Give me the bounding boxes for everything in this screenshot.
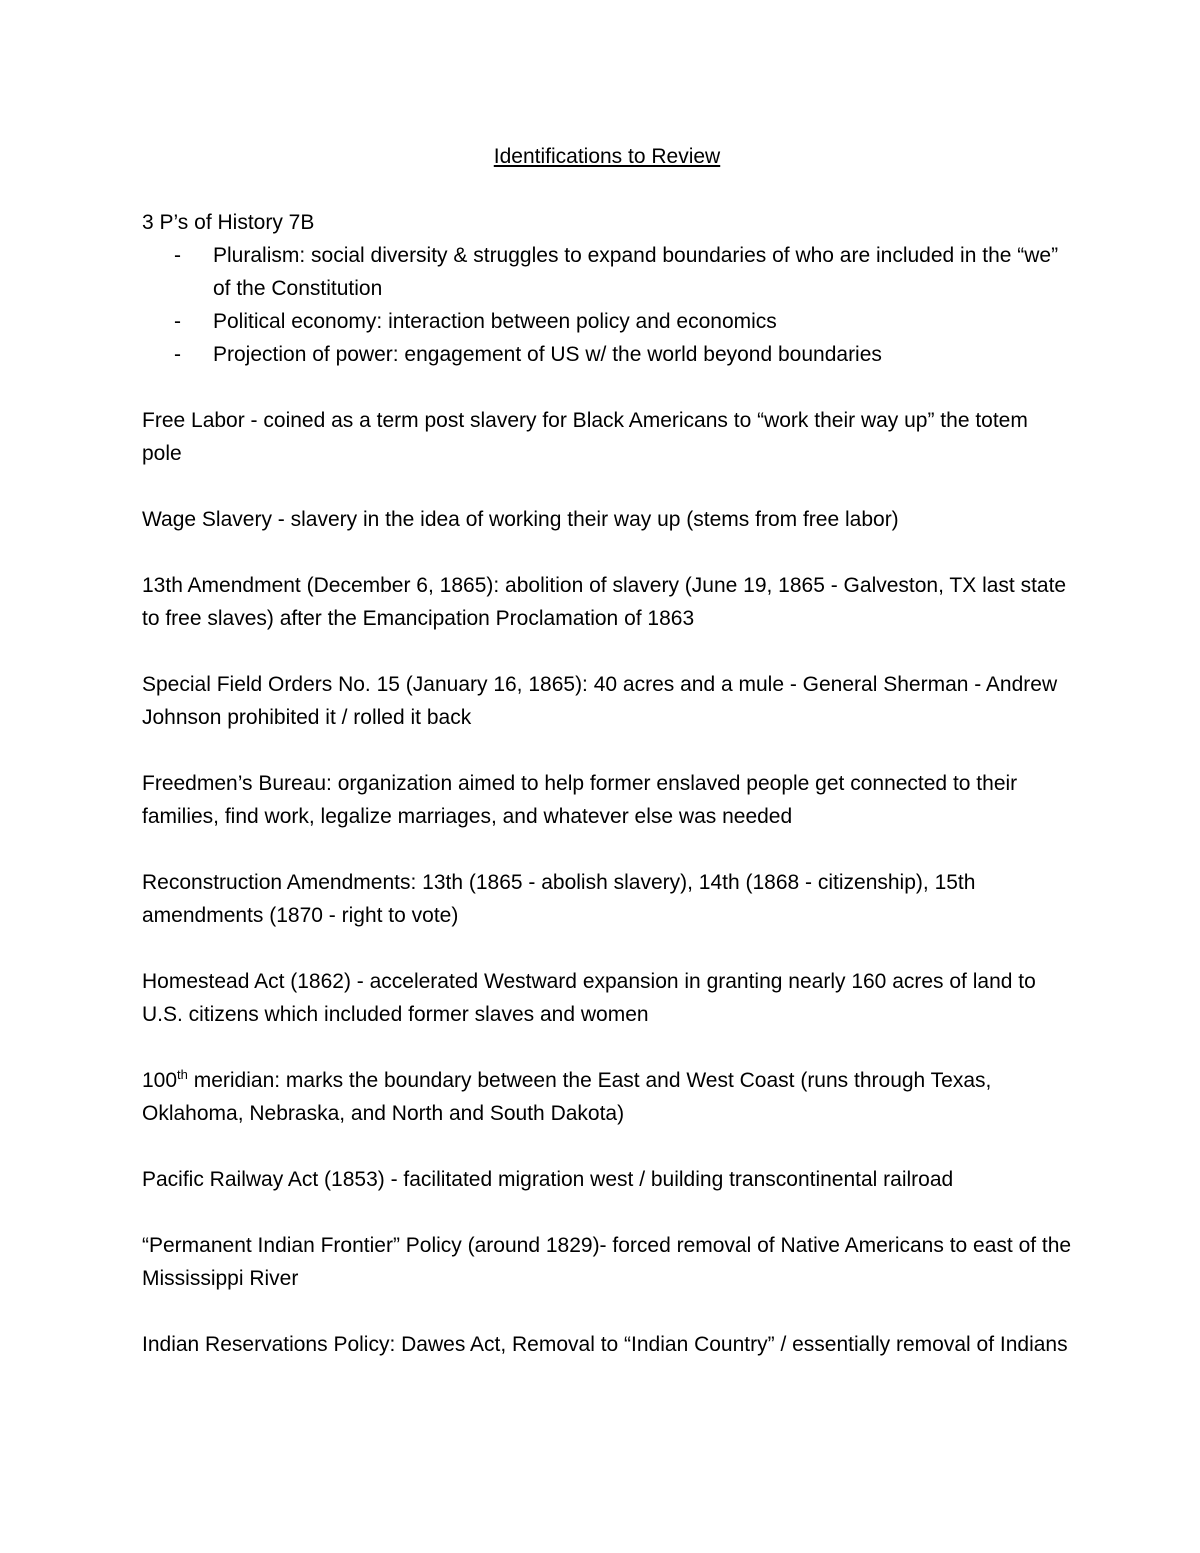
list-item <box>142 338 1072 371</box>
entry-13th-amendment: 13th Amendment (December 6, 1865): abolition of slavery (June 19, 1865 - Galveston, TX last state to free slaves) after the Emancipation Proclamation of 1863 <box>142 574 1067 630</box>
meridian-number: 100 <box>142 1069 178 1092</box>
entry-indian-reservations-policy: Indian Reservations Policy: Dawes Act, Removal to “Indian Country” / essentially removal of Indians <box>142 1333 1068 1356</box>
entry-permanent-indian-frontier: “Permanent Indian Frontier” Policy (around 1829)- forced removal of Native Americans to east of the Mississippi River <box>142 1234 1072 1290</box>
list-item-text: Pluralism: social diversity & struggles to expand boundaries of who are included in the “we” of the Constitution <box>213 244 1059 300</box>
entry-freedmens-bureau: Freedmen’s Bureau: organization aimed to help former enslaved people get connected to their families, find work, legalize marriages, and whatever else was needed <box>142 772 1018 828</box>
dash-bullet: - <box>174 244 181 267</box>
three-ps-list <box>142 239 1072 371</box>
meridian-suffix: th <box>177 1067 188 1082</box>
entry-pacific-railway-act: Pacific Railway Act (1853) - facilitated migration west / building transcontinental railroad <box>142 1168 954 1191</box>
meridian-text: meridian: marks the boundary between the East and West Coast (runs through Texas, Oklahoma, Nebraska, and North and South Dakota) <box>142 1069 992 1125</box>
entry-reconstruction-amendments: Reconstruction Amendments: 13th (1865 - abolish slavery), 14th (1868 - citizenship), 15th amendments (1870 - right to vote) <box>142 871 976 927</box>
entry-wage-slavery: Wage Slavery - slavery in the idea of working their way up (stems from free labor) <box>142 508 899 531</box>
list-item-text: Political economy: interaction between policy and economics <box>213 310 777 333</box>
document-page <box>142 140 1072 1394</box>
document-title: Identifications to Review <box>493 145 721 168</box>
list-item-text: Projection of power: engagement of US w/ the world beyond boundaries <box>213 343 882 366</box>
entry-100th-meridian <box>142 1064 1072 1130</box>
entry-free-labor: Free Labor - coined as a term post slavery for Black Americans to “work their way up” the totem pole <box>142 409 1028 465</box>
intro-line: 3 P’s of History 7B <box>142 211 315 234</box>
list-item <box>142 305 1072 338</box>
entry-homestead-act: Homestead Act (1862) - accelerated Westward expansion in granting nearly 160 acres of land to U.S. citizens which included former slaves and women <box>142 970 1036 1026</box>
dash-bullet: - <box>174 310 181 333</box>
list-item <box>142 239 1072 305</box>
dash-bullet: - <box>174 343 181 366</box>
entry-special-field-orders: Special Field Orders No. 15 (January 16, 1865): 40 acres and a mule - General Sherman - Andrew Johnson prohibited it / rolled it back <box>142 673 1058 729</box>
